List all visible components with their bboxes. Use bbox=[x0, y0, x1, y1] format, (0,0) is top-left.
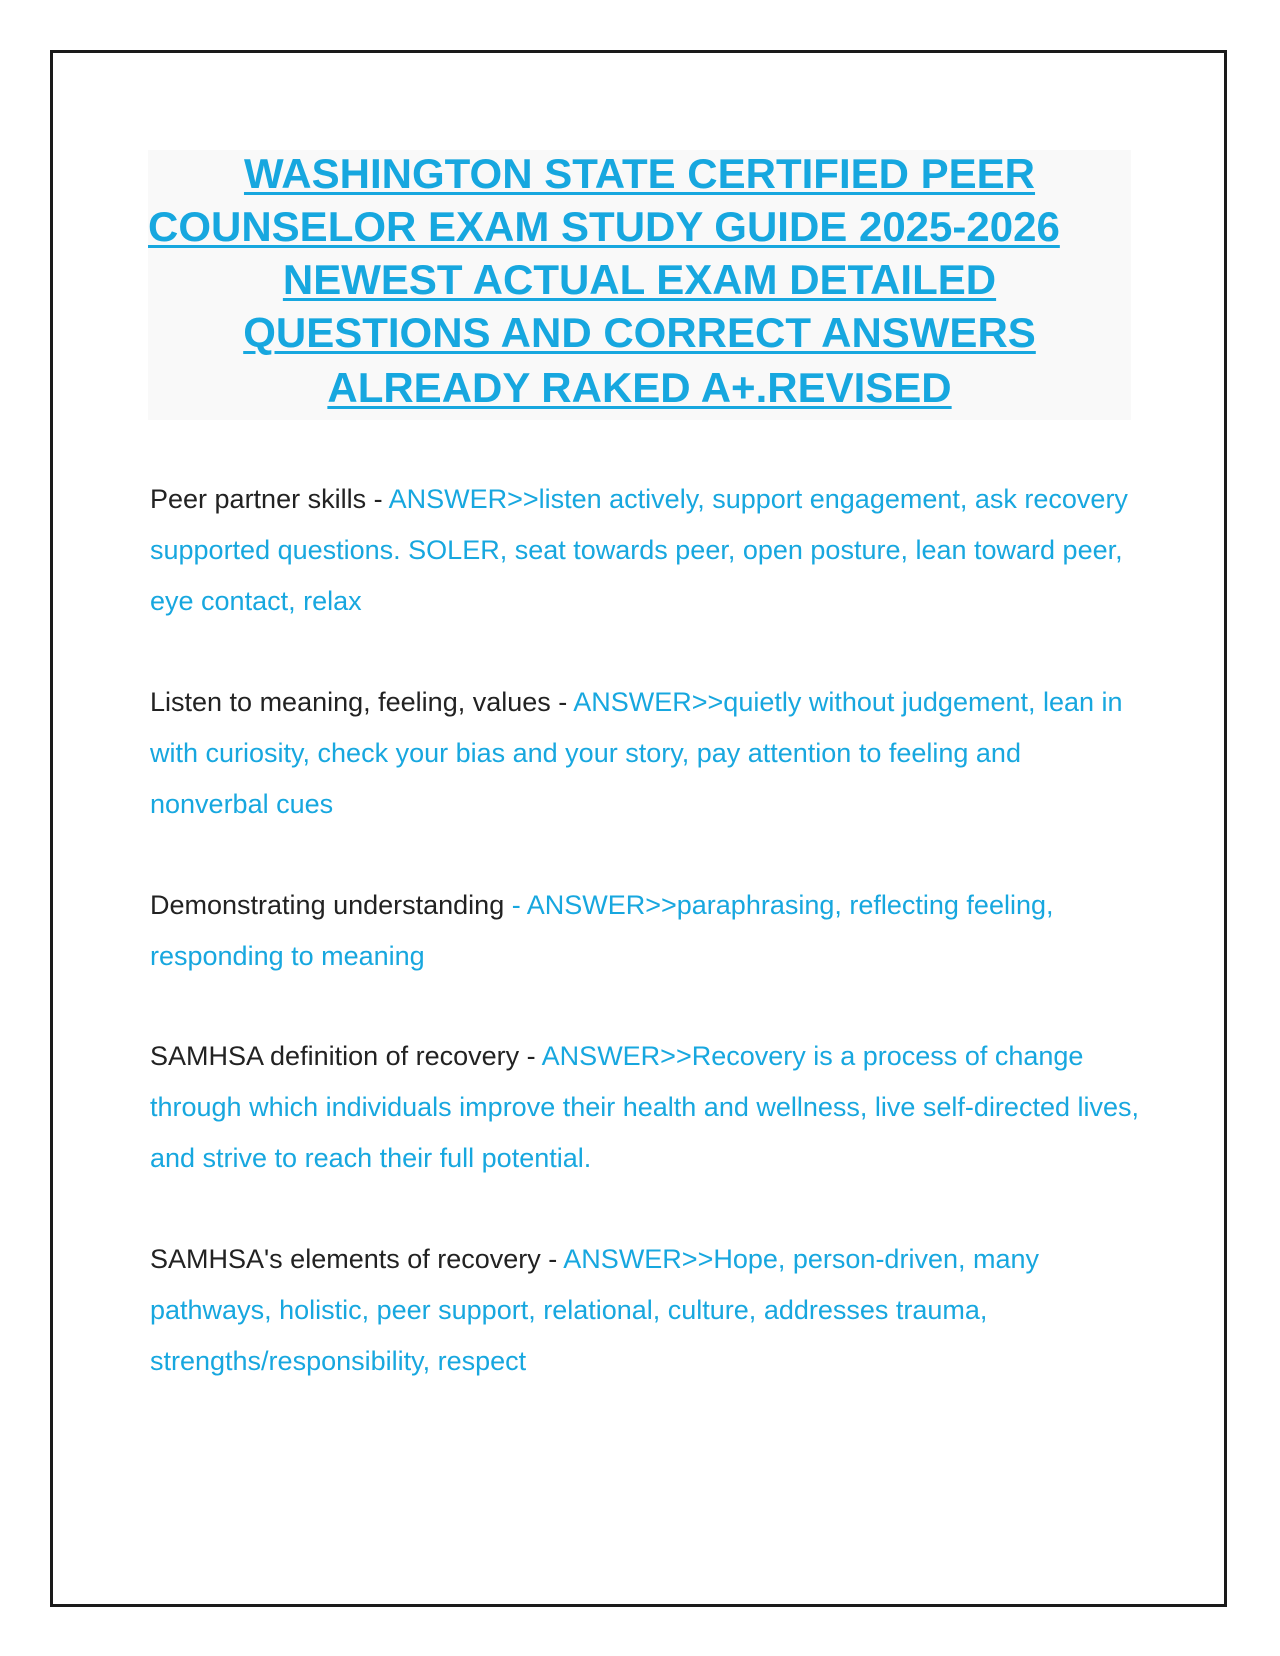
title-line-2: COUNSELOR EXAM STUDY GUIDE 2025-2026 bbox=[148, 203, 1060, 250]
qa-list bbox=[150, 474, 1140, 1437]
qa-question: Demonstrating understanding bbox=[150, 890, 512, 920]
qa-answer: ANSWER>>listen actively, support engagement, ask recovery supported questions. SOLER, seat towards peer, open posture, lean toward peer, eye contact, relax bbox=[150, 484, 1128, 616]
qa-item-listen-to-meaning bbox=[150, 677, 1140, 830]
qa-item-demonstrating-understanding bbox=[150, 880, 1140, 982]
title-line-5: ALREADY RAKED A+.REVISED bbox=[327, 364, 952, 411]
document-title bbox=[148, 150, 1131, 420]
qa-question: Peer partner skills - bbox=[150, 484, 389, 514]
title-line-1: WASHINGTON STATE CERTIFIED PEER bbox=[243, 150, 1036, 197]
title-line-4: QUESTIONS AND CORRECT ANSWERS bbox=[243, 309, 1036, 356]
qa-question: SAMHSA's elements of recovery - bbox=[150, 1244, 564, 1274]
qa-answer: ANSWER>>Recovery is a process of change through which individuals improve their health and wellness, live self-directed lives, and strive to reach their full potential. bbox=[150, 1041, 1139, 1173]
qa-item-samhsa-elements bbox=[150, 1234, 1140, 1387]
qa-answer: ANSWER>>quietly without judgement, lean in with curiosity, check your bias and your story, pay attention to feeling and nonverbal cues bbox=[150, 687, 1123, 819]
qa-item-samhsa-definition bbox=[150, 1031, 1140, 1184]
qa-answer: ANSWER>>Hope, person-driven, many pathways, holistic, peer support, relational, culture, addresses trauma, strengths/responsibility, respect bbox=[150, 1244, 1040, 1376]
qa-answer: - ANSWER>>paraphrasing, reflecting feeling, responding to meaning bbox=[150, 890, 1054, 971]
title-line-3: NEWEST ACTUAL EXAM DETAILED bbox=[282, 256, 997, 303]
qa-question: SAMHSA definition of recovery - bbox=[150, 1041, 542, 1071]
qa-question: Listen to meaning, feeling, values - bbox=[150, 687, 574, 717]
qa-item-peer-partner-skills bbox=[150, 474, 1140, 627]
